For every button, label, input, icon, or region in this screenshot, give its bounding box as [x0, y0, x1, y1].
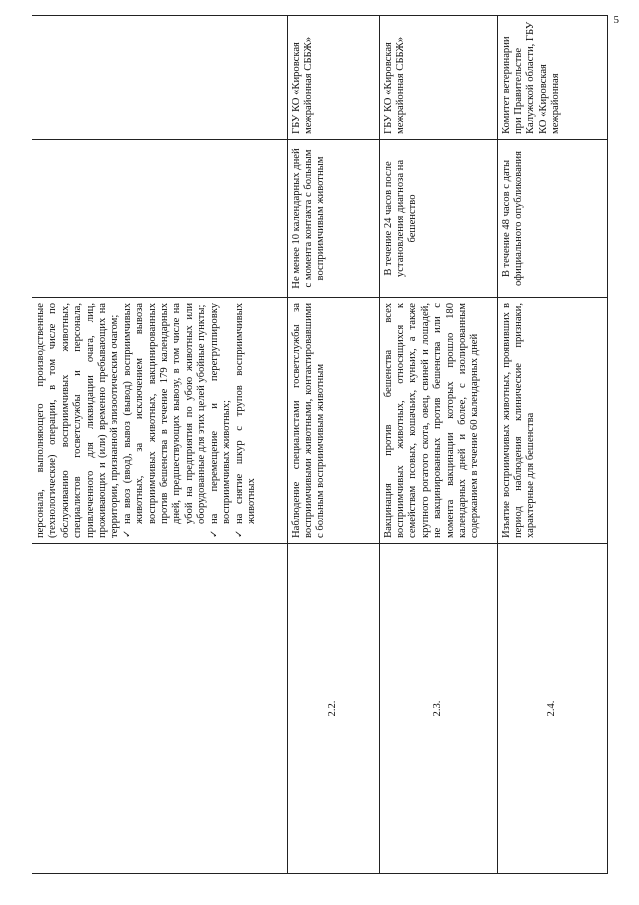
- list-item: ✓ на снятие шкур с трупов восприимчивых животных: [233, 303, 257, 538]
- table-row: [287, 16, 379, 874]
- cell-number: 2.4.: [497, 544, 607, 874]
- table-row-continuation: [32, 16, 287, 874]
- cell-measure: [32, 298, 287, 544]
- checkmark-icon: ✓: [208, 529, 220, 538]
- cell-deadline: В течение 48 часов с даты официального опубликования: [497, 140, 607, 298]
- cell-measure: Изъятие восприимчивых животных, проявивших в период наблюдения клинические признаки, характерные для бешенства: [497, 298, 607, 544]
- checkmark-icon: ✓: [233, 529, 245, 538]
- table-row: [497, 16, 607, 874]
- checkmark-icon: ✓: [121, 529, 133, 538]
- measures-table: [32, 15, 608, 874]
- cell-deadline: [32, 140, 287, 298]
- cell-measure: Вакцинация против бешенства всех восприимчивых животных, относящихся к семействам псовых, кошачьих, куньих, а также крупного рогатого скота, овец, свиней и лошадей, не вакцинированных против бешенства или с момента вакцинации которых прошло 180 календарных дней и более, с изолированным содержанием в течение 60 календарных дней: [379, 298, 497, 544]
- list-item: ✓ на перемещение и перегруппировку восприимчивых животных;: [208, 303, 233, 538]
- list-item: ✓ на ввоз (ввод), вывоз (вывод) восприимчивых животных, за исключением вывоза восприимчивых животных, вакцинированных против бешенства в течение 179 календарных дней, предшествующих вывозу, в том числе на убой на предприятия по убою животных или оборудованные для этих целей убойные пункты;: [121, 303, 208, 538]
- page-number: 5: [613, 14, 619, 26]
- cell-responsible: ГБУ КО «Кировская межрайонная СББЖ»: [287, 16, 379, 140]
- cell-number: 2.2.: [287, 544, 379, 874]
- cell-number: [32, 544, 287, 874]
- cell-number: 2.3.: [379, 544, 497, 874]
- rotated-table-sheet: [32, 16, 607, 874]
- cell-measure: Наблюдение специалистами госветслужбы за восприимчивыми животными, контактировавшими с больным восприимчивым животным: [287, 298, 379, 544]
- cell-deadline: Не менее 10 календарных дней с момента контакта с больным восприимчивым животным: [287, 140, 379, 298]
- restrictions-list: [122, 303, 258, 538]
- table-row: [379, 16, 497, 874]
- continuation-lead-text: персонала, выполняющего производственные (технологические) операции, в том числе по обслуживанию восприимчивых животных, специалистов госветслужбы и персонала, привлеченного для ликвидации очага, лиц, проживающих и (или) временно пребывающих на территории, признанной эпизоотическим очагом;: [35, 303, 121, 538]
- cell-deadline: В течение 24 часов после установления диагноза на бешенство: [379, 140, 497, 298]
- cell-responsible: Комитет ветеринарии при Правительстве Калужской области, ГБУ КО «Кировская межрайонная: [497, 16, 607, 140]
- cell-responsible: [32, 16, 287, 140]
- cell-responsible: ГБУ КО «Кировская межрайонная СББЖ»: [379, 16, 497, 140]
